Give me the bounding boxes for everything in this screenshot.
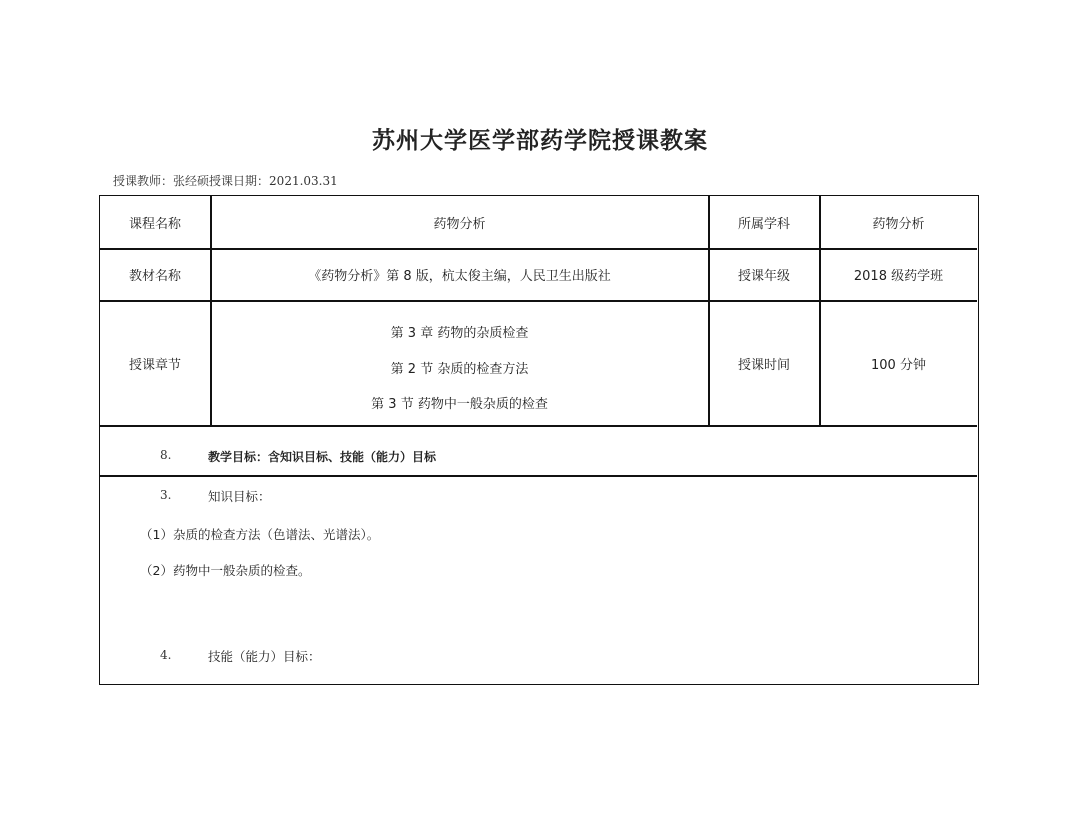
course-name-value: 药物分析 <box>433 216 486 232</box>
chapter-label: 授课章节 <box>128 357 181 373</box>
knowledge-number: 3. <box>160 488 172 502</box>
date-label: 授课日期： <box>209 174 270 188</box>
skill-number: 4. <box>160 648 172 662</box>
teacher-name: 张经硕 <box>173 174 210 188</box>
time-label: 授课时间 <box>737 357 790 373</box>
lesson-plan-table <box>99 195 979 685</box>
subject-label: 所属学科 <box>737 216 790 232</box>
row-divider <box>100 475 977 477</box>
chapter-line: 第 3 章 药物的杂质检查 <box>390 326 529 341</box>
skill-label: 技能（能力）目标： <box>208 649 321 664</box>
knowledge-item: （2）药物中一般杂质的检查。 <box>140 563 311 578</box>
teacher-label: 授课教师： <box>113 174 174 188</box>
time-value: 100 分钟 <box>871 357 926 373</box>
objectives-header: 教学目标：含知识目标、技能（能力）目标 <box>208 450 437 464</box>
textbook-value: 《药物分析》第 8 版，杭太俊主编，人民卫生出版社 <box>308 269 611 284</box>
knowledge-label: 知识目标： <box>208 489 271 504</box>
date-value: 2021.03.31 <box>269 174 338 188</box>
grade-label: 授课年级 <box>737 269 790 284</box>
row-divider <box>100 425 977 427</box>
chapter-lines <box>211 301 708 425</box>
course-name-label: 课程名称 <box>128 216 181 232</box>
document-meta <box>113 172 338 189</box>
textbook-label: 教材名称 <box>128 269 181 284</box>
objectives-header-number: 8. <box>160 448 172 462</box>
subject-value: 药物分析 <box>872 216 925 232</box>
knowledge-item: （1）杂质的检查方法（色谱法、光谱法）。 <box>140 527 380 542</box>
section-line: 第 2 节 杂质的检查方法 <box>390 362 529 377</box>
document-title: 苏州大学医学部药学院授课教案 <box>372 127 708 154</box>
grade-value: 2018 级药学班 <box>853 269 944 284</box>
section-line: 第 3 节 药物中一般杂质的检查 <box>371 397 548 412</box>
